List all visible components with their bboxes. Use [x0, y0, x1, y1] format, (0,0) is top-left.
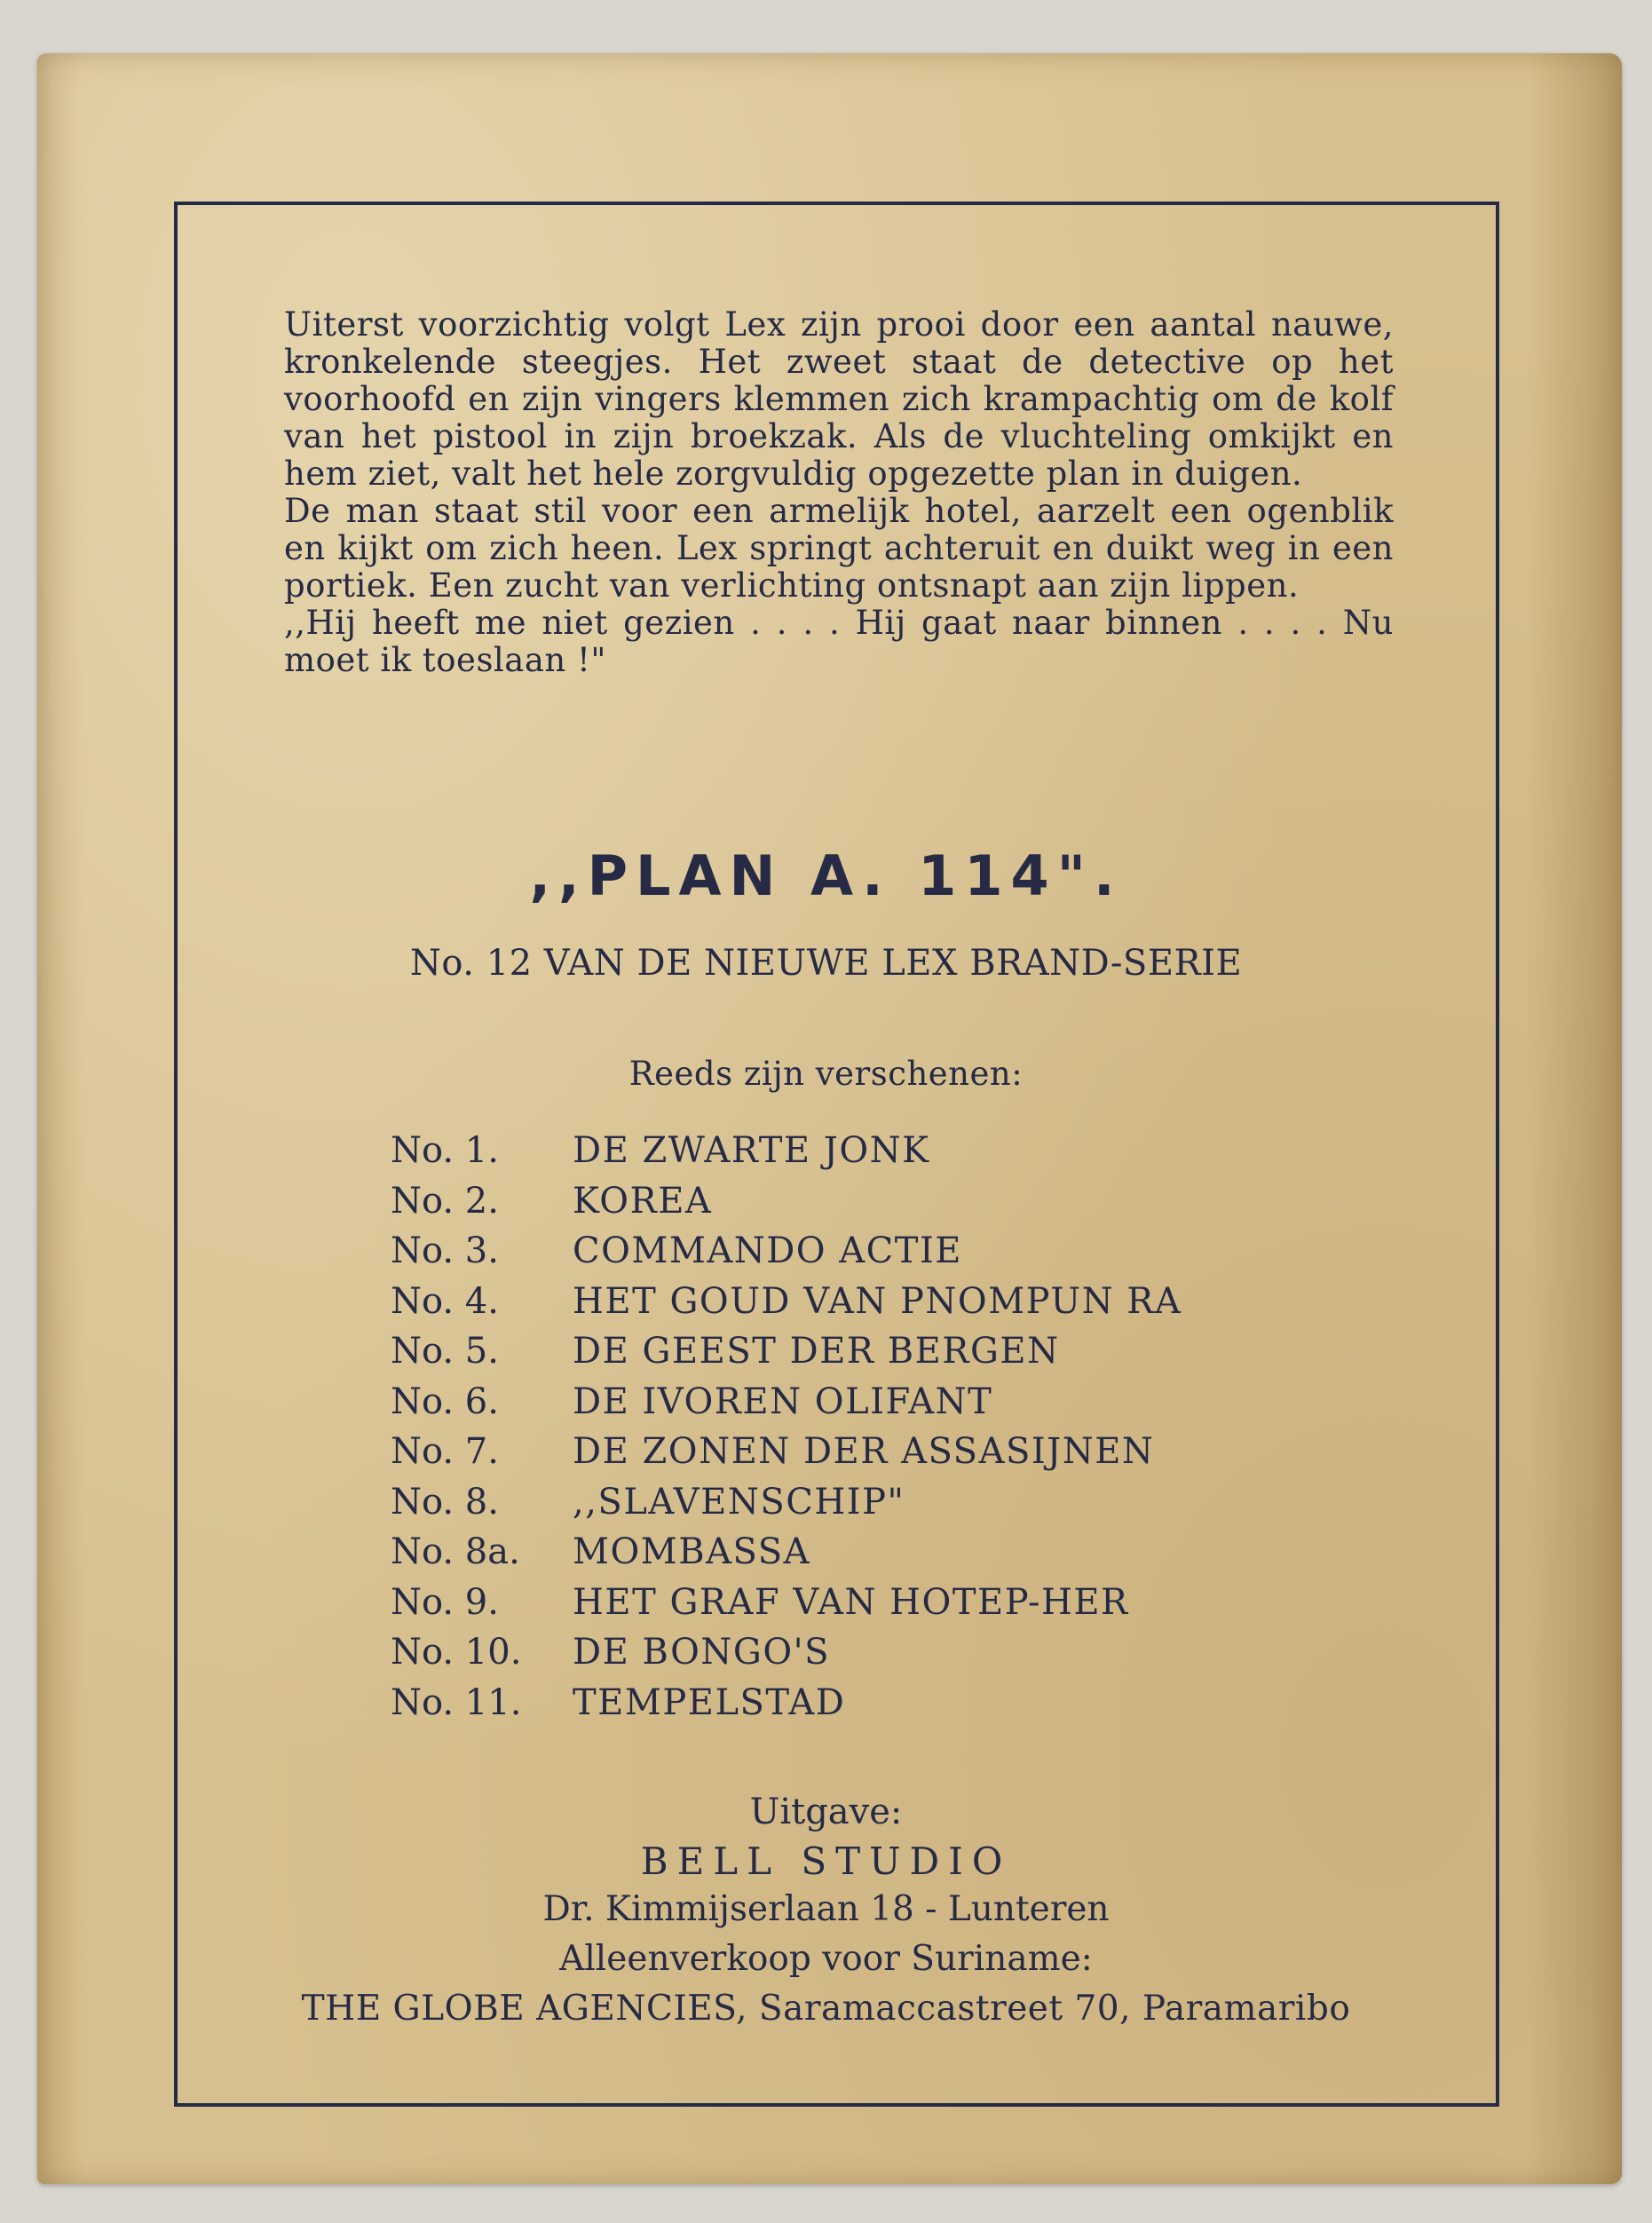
issue-number: No. 5. [391, 1331, 499, 1372]
list-item [391, 1377, 1182, 1428]
issue-title: TEMPELSTAD [573, 1681, 846, 1723]
list-item [391, 1527, 1182, 1578]
list-item [391, 1326, 1182, 1377]
issue-number: No. 11. [391, 1681, 522, 1723]
issue-number: No. 4. [391, 1280, 499, 1322]
publisher-name: BELL STUDIO [640, 1839, 1012, 1883]
already-published-heading: Reeds zijn verschenen: [628, 1055, 1024, 1093]
list-item [391, 1578, 1182, 1628]
issue-title: COMMANDO ACTIE [573, 1230, 962, 1271]
issue-number: No. 1. [391, 1130, 499, 1171]
issue-number: No. 6. [391, 1380, 499, 1422]
list-item [391, 1226, 1182, 1277]
blurb-paragraph-1: Uiterst voorzichtig volgt Lex zijn prooi door een aantal nauwe, kronkelende steegjes. Het zweet staat de detective op het voorhoofd en zijn vingers klemmen zich krampachtig om de kolf van het pistool in zijn broekzak. Als de vluchteling omkijkt en hem ziet, valt het hele zorgvuldig opgezette plan in duigen. [284, 305, 1394, 493]
issue-title: DE ZWARTE JONK [573, 1130, 930, 1171]
list-item [391, 1176, 1182, 1227]
sole-sale-label: Alleenverkoop voor Suriname: [559, 1939, 1093, 1979]
series-line: No. 12 VAN DE NIEUWE LEX BRAND-SERIE [409, 943, 1243, 984]
issue-title: ,,SLAVENSCHIP" [573, 1481, 905, 1523]
issue-number: No. 8. [391, 1481, 499, 1523]
issue-title: HET GRAF VAN HOTEP-HER [573, 1581, 1129, 1623]
list-item [391, 1678, 1182, 1729]
issue-number: No. 10. [391, 1632, 522, 1673]
issue-title: DE IVOREN OLIFANT [573, 1380, 993, 1422]
list-item [391, 1627, 1182, 1678]
issue-number: No. 2. [391, 1180, 499, 1222]
issue-title: HET GOUD VAN PNOMPUN RA [573, 1280, 1182, 1322]
issue-title: DE GEEST DER BERGEN [573, 1331, 1060, 1372]
issue-number: No. 9. [391, 1581, 499, 1623]
issue-title: DE ZONEN DER ASSASIJNEN [573, 1431, 1155, 1472]
issue-number: No. 8a. [391, 1531, 520, 1572]
publisher-label: Uitgave: [749, 1792, 903, 1832]
issue-title: DE BONGO'S [573, 1632, 831, 1673]
book-title: ,,PLAN A. 114". [529, 843, 1123, 908]
issue-title: KOREA [573, 1180, 713, 1222]
publisher-address: Dr. Kimmijserlaan 18 - Lunteren [542, 1889, 1110, 1929]
list-item [391, 1277, 1182, 1327]
issue-number: No. 3. [391, 1230, 499, 1271]
sales-agent: THE GLOBE AGENCIES, Saramaccastreet 70, Paramaribo [301, 1989, 1351, 2029]
issue-number: No. 7. [391, 1431, 499, 1472]
blurb-text [284, 306, 1394, 679]
published-titles-list [391, 1126, 1182, 1728]
list-item [391, 1427, 1182, 1477]
blurb-paragraph-2: De man staat stil voor een armelijk hotel, aarzelt een ogenblik en kijkt om zich heen. Lex springt achteruit en duikt weg in een portiek. Een zucht van verlichting ontsnapt aan zijn lippen. [284, 492, 1394, 605]
blurb-quote: ,,Hij heeft me niet gezien . . . . Hij gaat naar binnen . . . . Nu moet ik toeslaan !" [284, 604, 1394, 679]
issue-title: MOMBASSA [573, 1531, 810, 1572]
list-item [391, 1477, 1182, 1528]
list-item [391, 1126, 1182, 1176]
